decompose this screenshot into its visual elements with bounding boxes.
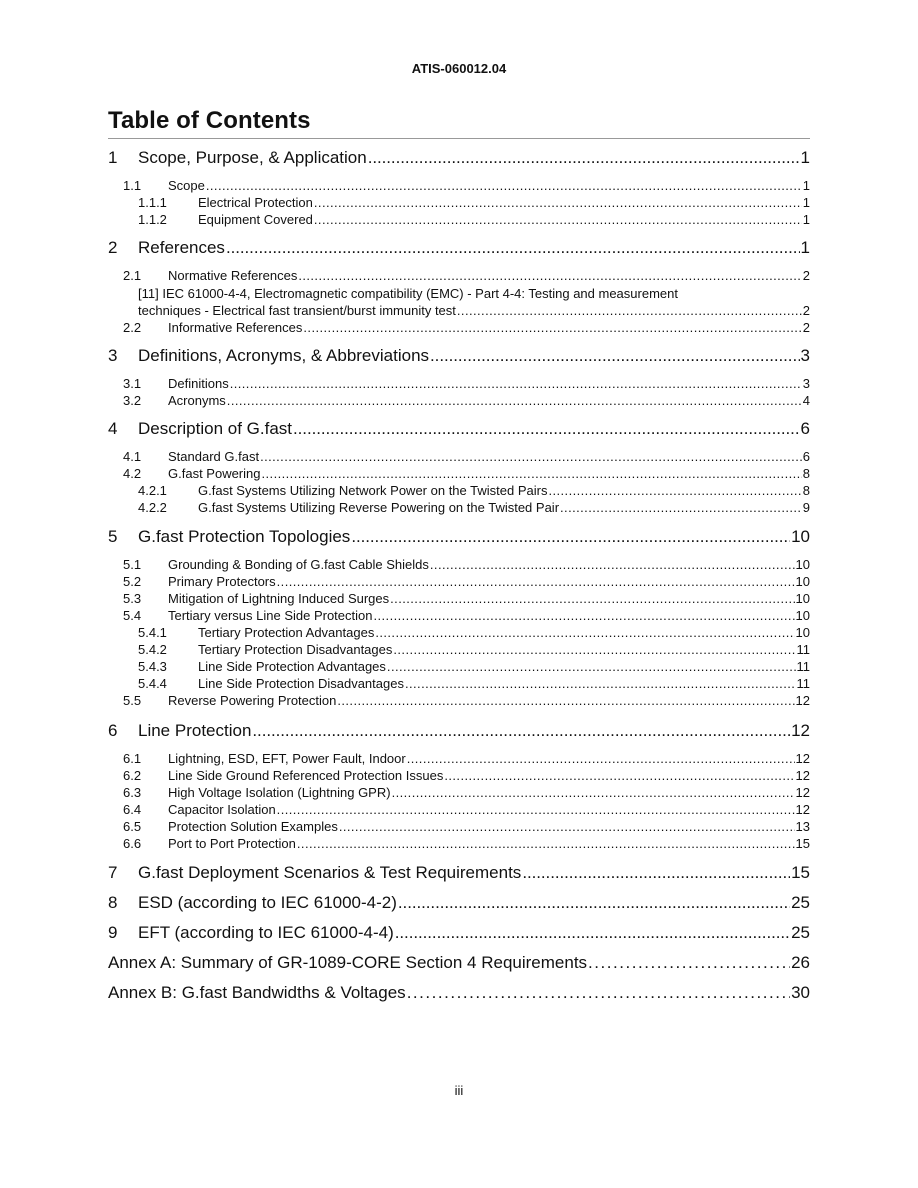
toc-entry-title: G.fast Systems Utilizing Reverse Powering on the Twisted Pair xyxy=(198,500,560,515)
toc-entry-title: Scope, Purpose, & Application xyxy=(138,148,367,167)
toc-entry-number: 1.1.2 xyxy=(138,212,167,227)
toc-entry-number: 4.2.1 xyxy=(138,483,167,498)
toc-entry-number: 6.5 xyxy=(123,819,142,834)
toc-entry-number: 1.1.1 xyxy=(138,195,167,210)
dot-leader xyxy=(314,211,802,228)
toc-entry-page: 1 xyxy=(802,195,810,210)
toc-entry-title: Definitions xyxy=(168,376,229,391)
toc-entry-page: 12 xyxy=(795,785,810,800)
dot-leader xyxy=(297,835,795,852)
toc-entry[interactable] xyxy=(108,675,810,692)
toc-entry[interactable] xyxy=(108,862,810,884)
toc-entry[interactable] xyxy=(108,194,810,211)
toc-entry-number: 6.2 xyxy=(123,768,142,783)
toc-entry[interactable] xyxy=(108,375,810,392)
dot-leader xyxy=(390,590,794,607)
toc-entry-title: Electrical Protection xyxy=(198,195,313,210)
toc-entry-number: 3 xyxy=(108,346,118,365)
toc-entry-title: High Voltage Isolation (Lightning GPR) xyxy=(168,785,391,800)
toc-entry[interactable] xyxy=(108,345,810,367)
dot-leader xyxy=(339,818,795,835)
toc-entry-page: 30 xyxy=(791,983,810,1002)
toc-entry[interactable] xyxy=(108,624,810,641)
toc-entry-page: 10 xyxy=(795,608,810,623)
title-rule xyxy=(108,138,810,139)
toc-entry[interactable] xyxy=(108,750,810,767)
toc-entry-title: EFT (according to IEC 61000-4-4) xyxy=(138,923,394,942)
toc-entry[interactable] xyxy=(108,418,810,440)
toc-entry-page: 12 xyxy=(795,751,810,766)
toc-entry-number: 1.1 xyxy=(123,178,142,193)
dot-leader xyxy=(262,465,802,482)
toc-entry-title: Equipment Covered xyxy=(198,212,313,227)
toc-entry-title: Port to Port Protection xyxy=(168,836,296,851)
reference-note-line2 xyxy=(138,302,810,319)
toc-entry-page: 12 xyxy=(795,802,810,817)
toc-entry-page: 10 xyxy=(795,591,810,606)
toc-entry[interactable] xyxy=(108,658,810,675)
toc-entry-title: Scope xyxy=(168,178,205,193)
toc-entry[interactable] xyxy=(108,607,810,624)
toc-entry-number: 4.1 xyxy=(123,449,142,464)
toc-entry-title: Annex B: G.fast Bandwidths & Voltages xyxy=(108,983,406,1002)
dot-leader xyxy=(303,319,801,336)
toc-entry-title: Mitigation of Lightning Induced Surges xyxy=(168,591,390,606)
dot-leader xyxy=(226,237,800,259)
dot-leader xyxy=(298,267,801,284)
reference-note-entry[interactable] xyxy=(138,285,810,319)
toc-entry-title: G.fast Powering xyxy=(168,466,261,481)
toc-entry-number: 2.2 xyxy=(123,320,142,335)
toc-entry-page: 9 xyxy=(802,500,810,515)
toc-entry-number: 5.2 xyxy=(123,574,142,589)
toc-entry-page: 2 xyxy=(802,320,810,335)
toc-entry[interactable] xyxy=(108,922,810,944)
page-number-footer: iii xyxy=(454,1083,464,1098)
toc-entry-number: 3.2 xyxy=(123,393,142,408)
toc-entry[interactable] xyxy=(108,177,810,194)
toc-entry-page: 2 xyxy=(802,268,810,283)
dot-leader xyxy=(392,784,795,801)
toc-entry-number: 5.4.2 xyxy=(138,642,167,657)
toc-entry-number: 4 xyxy=(108,419,118,438)
dot-leader xyxy=(206,177,802,194)
toc-entry-page: 25 xyxy=(791,923,810,942)
toc-entry-page: 12 xyxy=(791,721,810,740)
toc-entry-page: 10 xyxy=(795,625,810,640)
toc-entry[interactable] xyxy=(108,818,810,835)
dot-leader xyxy=(375,624,794,641)
dot-leader xyxy=(368,147,800,169)
toc-entry-number: 6 xyxy=(108,721,118,740)
toc-entry-page: 1 xyxy=(802,178,810,193)
toc-entry-title: Description of G.fast xyxy=(138,419,293,438)
toc-entry-page: 13 xyxy=(795,819,810,834)
toc-entry-number: 5.1 xyxy=(123,557,142,572)
dot-leader xyxy=(277,573,795,590)
toc-entry[interactable] xyxy=(108,801,810,818)
toc-entry-title: Normative References xyxy=(168,268,298,283)
toc-entry-title: Tertiary Protection Disadvantages xyxy=(198,642,393,657)
dot-leader xyxy=(560,499,802,516)
reference-note-line1: [11] IEC 61000-4-4, Electromagnetic compatibility (EMC) - Part 4-4: Testing and measurement xyxy=(138,286,678,301)
toc-entry[interactable] xyxy=(108,692,810,709)
toc-entry-page: 8 xyxy=(802,466,810,481)
toc-entry[interactable] xyxy=(108,526,810,548)
toc-entry-number: 9 xyxy=(108,923,118,942)
toc-entry-page: 3 xyxy=(800,346,810,365)
reference-note-text: techniques - Electrical fast transient/burst immunity test xyxy=(138,303,456,318)
toc-entry-title: Capacitor Isolation xyxy=(168,802,276,817)
toc-entry-number: 6.3 xyxy=(123,785,142,800)
toc-entry-page: 10 xyxy=(795,574,810,589)
toc-entry-title: Standard G.fast xyxy=(168,449,260,464)
dot-leader xyxy=(393,641,795,658)
toc-entry-page: 6 xyxy=(802,449,810,464)
toc-entry-number: 5.4.1 xyxy=(138,625,167,640)
dot-leader xyxy=(405,675,796,692)
toc-entry-title: Line Protection xyxy=(138,721,252,740)
toc-entry[interactable] xyxy=(108,211,810,228)
toc-entry-number: 2.1 xyxy=(123,268,142,283)
dot-leader xyxy=(588,952,790,974)
dot-leader xyxy=(457,302,802,319)
toc-entry-title: Tertiary versus Line Side Protection xyxy=(168,608,373,623)
toc-entry-page: 11 xyxy=(796,676,810,691)
toc-entry-number: 5 xyxy=(108,527,118,546)
toc-entry-page: 12 xyxy=(795,768,810,783)
toc-entry-number: 3.1 xyxy=(123,376,142,391)
toc-entry-title: G.fast Protection Topologies xyxy=(138,527,351,546)
toc-entry-page: 10 xyxy=(791,527,810,546)
dot-leader xyxy=(230,375,802,392)
toc-entry[interactable] xyxy=(108,319,810,336)
toc-entry[interactable] xyxy=(108,267,810,284)
dot-leader xyxy=(277,801,795,818)
toc-entry-page: 15 xyxy=(791,863,810,882)
toc-entry-page: 25 xyxy=(791,893,810,912)
toc-entry-page: 11 xyxy=(796,642,810,657)
toc-entry-number: 5.4.3 xyxy=(138,659,167,674)
toc-entry-title: G.fast Deployment Scenarios & Test Requirements xyxy=(138,863,522,882)
toc-entry-number: 7 xyxy=(108,863,118,882)
toc-entry-title: Reverse Powering Protection xyxy=(168,693,337,708)
dot-leader xyxy=(314,194,802,211)
dot-leader xyxy=(522,862,790,884)
toc-entry-number: 5.5 xyxy=(123,693,142,708)
toc-entry-title: Primary Protectors xyxy=(168,574,276,589)
toc-entry-page: 1 xyxy=(800,148,810,167)
toc-entry-page: 10 xyxy=(795,557,810,572)
toc-entry-title: Informative References xyxy=(168,320,303,335)
dot-leader xyxy=(430,556,795,573)
toc-entry-number: 5.3 xyxy=(123,591,142,606)
toc-entry-title: Lightning, ESD, EFT, Power Fault, Indoor xyxy=(168,751,406,766)
toc-entry-page: 3 xyxy=(802,376,810,391)
toc-entry-title: ESD (according to IEC 61000-4-2) xyxy=(138,893,397,912)
toc-entry-title: G.fast Systems Utilizing Network Power on the Twisted Pairs xyxy=(198,483,548,498)
toc-entry[interactable] xyxy=(108,641,810,658)
toc-entry-title: Protection Solution Examples xyxy=(168,819,338,834)
dot-leader xyxy=(548,482,801,499)
toc-entry-page: 8 xyxy=(802,483,810,498)
reference-note-page: 2 xyxy=(802,303,810,318)
dot-leader xyxy=(430,345,800,367)
toc-entry-page: 1 xyxy=(802,212,810,227)
dot-leader xyxy=(395,922,790,944)
toc-entry-title: Grounding & Bonding of G.fast Cable Shields xyxy=(168,557,429,572)
toc-entry[interactable] xyxy=(108,892,810,914)
toc-entry[interactable] xyxy=(108,465,810,482)
dot-leader xyxy=(407,750,795,767)
toc-entry[interactable] xyxy=(108,720,810,742)
dot-leader xyxy=(351,526,790,548)
toc-entry[interactable] xyxy=(108,784,810,801)
dot-leader xyxy=(407,982,790,1004)
toc-entry-page: 4 xyxy=(802,393,810,408)
dot-leader xyxy=(260,448,802,465)
toc-entry-title: Tertiary Protection Advantages xyxy=(198,625,375,640)
dot-leader xyxy=(387,658,796,675)
toc-entry-page: 11 xyxy=(796,659,810,674)
toc-entry[interactable] xyxy=(108,237,810,259)
dot-leader xyxy=(293,418,800,440)
toc-entry-title: Annex A: Summary of GR-1089-CORE Section 4 Requirements xyxy=(108,953,588,972)
toc-entry-number: 6.6 xyxy=(123,836,142,851)
toc-entry[interactable] xyxy=(108,482,810,499)
toc-entry-title: Line Side Protection Advantages xyxy=(198,659,386,674)
toc-entry[interactable] xyxy=(108,952,810,974)
toc-entry-page: 12 xyxy=(795,693,810,708)
toc-entry-page: 6 xyxy=(800,419,810,438)
toc-entry-page: 1 xyxy=(800,238,810,257)
toc-entry-title: References xyxy=(138,238,225,257)
toc-entry[interactable] xyxy=(108,573,810,590)
toc-entry-number: 5.4.4 xyxy=(138,676,167,691)
dot-leader xyxy=(337,692,794,709)
toc-entry[interactable] xyxy=(108,147,810,169)
toc-entry-title: Acronyms xyxy=(168,393,226,408)
toc-title: Table of Contents xyxy=(108,107,311,134)
toc-entry[interactable] xyxy=(108,767,810,784)
toc-entry-title: Line Side Ground Referenced Protection Issues xyxy=(168,768,444,783)
toc-entry-page: 26 xyxy=(791,953,810,972)
toc-entry-title: Definitions, Acronyms, & Abbreviations xyxy=(138,346,430,365)
toc-entry[interactable] xyxy=(108,556,810,573)
toc-entry-number: 6.4 xyxy=(123,802,142,817)
dot-leader xyxy=(373,607,794,624)
toc-entry[interactable] xyxy=(108,835,810,852)
toc-entry-page: 15 xyxy=(795,836,810,851)
dot-leader xyxy=(252,720,790,742)
toc-entry-number: 2 xyxy=(108,238,118,257)
dot-leader xyxy=(398,892,790,914)
dot-leader xyxy=(227,392,802,409)
toc-entry[interactable] xyxy=(108,982,810,1004)
toc-entry-number: 8 xyxy=(108,893,118,912)
toc-entry-title: Line Side Protection Disadvantages xyxy=(198,676,404,691)
toc-entry[interactable] xyxy=(108,448,810,465)
toc-entry[interactable] xyxy=(108,392,810,409)
toc-entry-number: 5.4 xyxy=(123,608,142,623)
toc-entry-number: 4.2.2 xyxy=(138,500,167,515)
toc-entry[interactable] xyxy=(108,590,810,607)
toc-entry-number: 6.1 xyxy=(123,751,142,766)
document-id-header: ATIS-060012.04 xyxy=(411,61,507,76)
dot-leader xyxy=(444,767,794,784)
toc-entry[interactable] xyxy=(108,499,810,516)
toc-entry-number: 1 xyxy=(108,148,118,167)
toc-entry-number: 4.2 xyxy=(123,466,142,481)
